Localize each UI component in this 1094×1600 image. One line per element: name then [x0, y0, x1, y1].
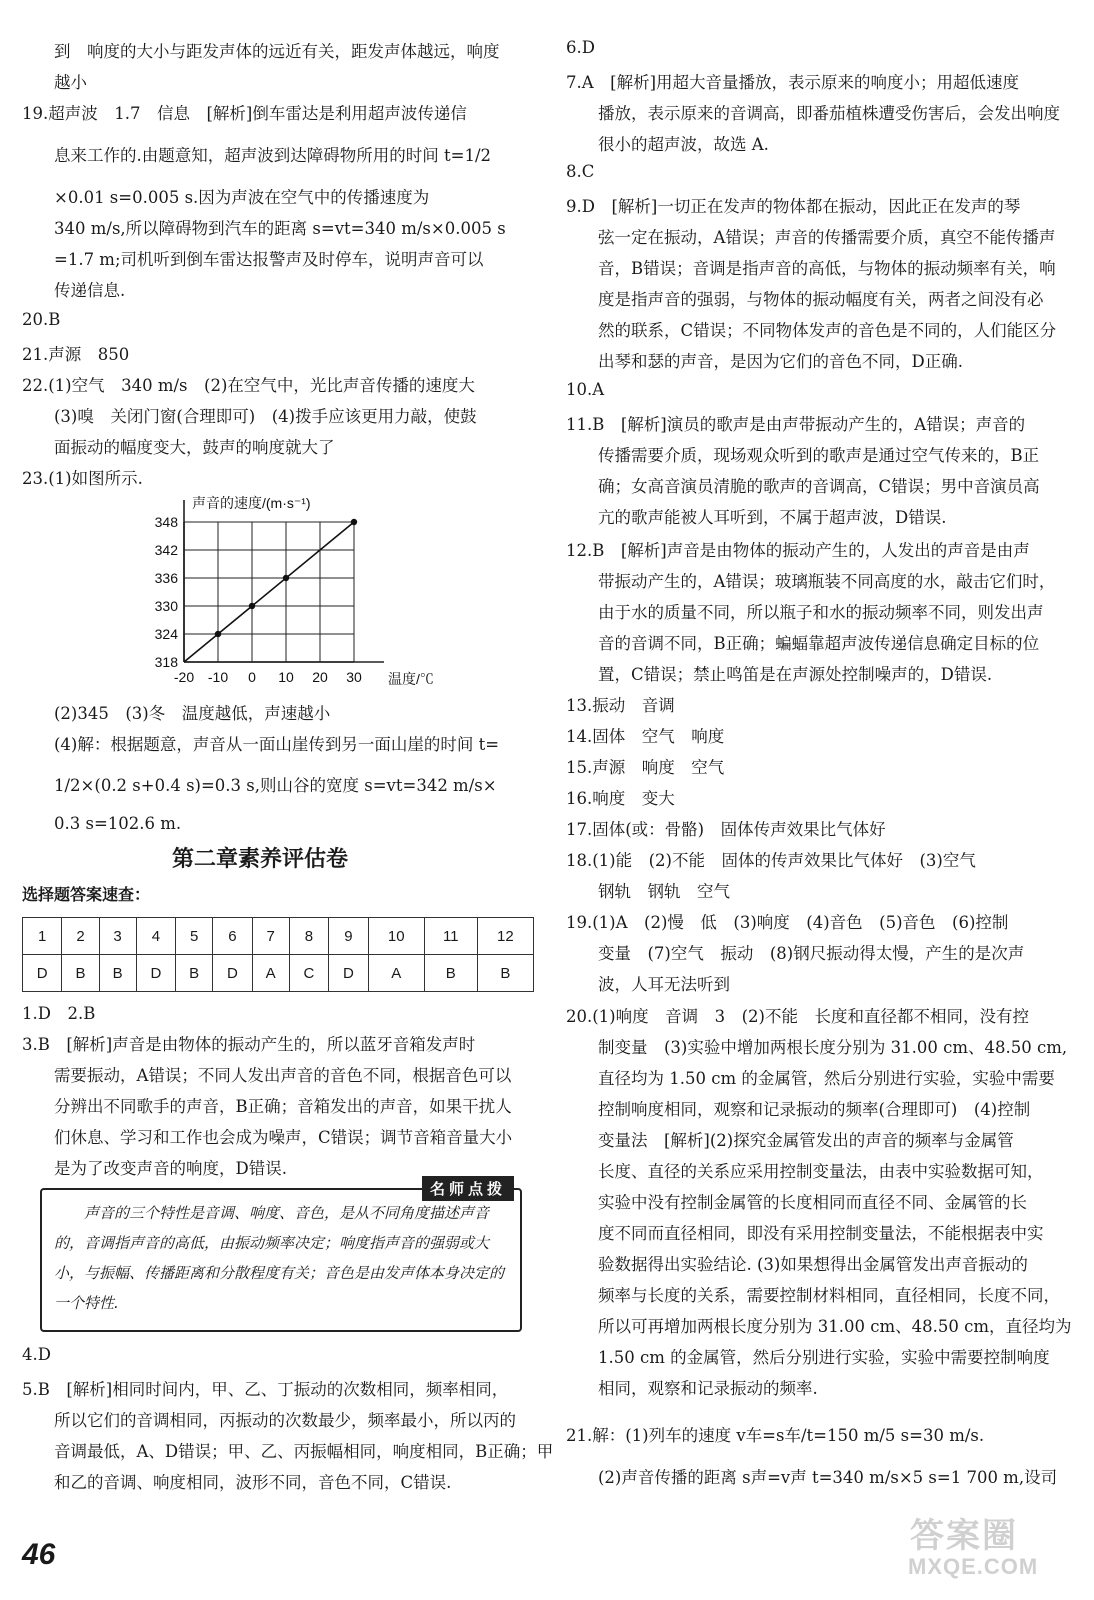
- y-tick-label: 336: [154, 570, 178, 586]
- table-cell: A: [368, 955, 424, 992]
- text-line: 确；女高音演员清脆的歌声的音调高，C错误；男中音演员高: [598, 477, 1040, 496]
- text-line: 弦一定在振动，A错误；声音的传播需要介质，真空不能传播声: [598, 228, 1056, 247]
- text-line: 频率与长度的关系，需要控制材料相同，直径相同，长度不同，: [598, 1286, 1060, 1305]
- table-cell: 6: [213, 918, 252, 955]
- text-line: 息来工作的.由题意知，超声波到达障碍物所用的时间 t=1/2: [54, 146, 492, 165]
- text-line: 置，C错误；禁止鸣笛是在声源处控制噪声的，D错误.: [598, 665, 993, 684]
- table-cell: B: [424, 955, 477, 992]
- table-cell: C: [289, 955, 328, 992]
- text-line: 需要振动，A错误；不同人发出声音的音色不同，根据音色可以: [54, 1066, 512, 1085]
- answer-13: 13.振动 音调: [566, 696, 675, 715]
- text-line: 分辨出不同歌手的声音，B正确；音箱发出的声音，如果干扰人: [54, 1097, 512, 1116]
- table-cell: 7: [252, 918, 289, 955]
- answer-8: 8.C: [566, 162, 595, 181]
- answer-22: 22.(1)空气 340 m/s (2)在空气中，光比声音传播的速度大: [22, 376, 475, 395]
- x-axis-label: 温度/℃: [388, 671, 434, 687]
- text-line: 相同，观察和记录振动的频率.: [598, 1379, 818, 1398]
- text-line: 很小的超声波，故选 A.: [598, 135, 769, 154]
- answer-23: 23.(1)如图所示.: [22, 469, 143, 488]
- answer-11: 11.B [解析]演员的歌声是由声带振动产生的，A错误；声音的: [566, 415, 1026, 434]
- table-cell: 5: [176, 918, 213, 955]
- table-cell: 4: [136, 918, 175, 955]
- answer-21: 21.声源 850: [22, 345, 130, 364]
- data-point: [351, 519, 357, 525]
- y-tick-label: 318: [154, 654, 178, 670]
- text-line: ×0.01 s=0.005 s.因为声波在空气中的传播速度为: [54, 188, 430, 207]
- page-number: 46: [22, 1538, 56, 1571]
- text-line: 所以它们的音调相同，丙振动的次数最少，频率最小，所以丙的: [54, 1411, 516, 1430]
- text-line: 带振动产生的，A错误；玻璃瓶装不同高度的水，敲击它们时，: [598, 572, 1056, 591]
- answer-16: 16.响度 变大: [566, 789, 675, 808]
- table-cell: 3: [99, 918, 136, 955]
- text-line: 验数据得出实验结论. (3)如果想得出金属管发出声音振动的: [598, 1255, 1028, 1274]
- answer-18: 18.(1)能 (2)不能 固体的传声效果比气体好 (3)空气: [566, 851, 976, 870]
- table-cell: 2: [62, 918, 99, 955]
- answer-4: 4.D: [22, 1345, 51, 1364]
- text-line: 由于水的质量不同，所以瓶子和水的振动频率不同，则发出声: [598, 603, 1044, 622]
- y-tick-label: 324: [154, 626, 178, 642]
- answer-20: 20.B: [22, 310, 61, 329]
- text-line: 控制响度相同，观察和记录振动的频率(合理即可) (4)控制: [598, 1100, 1031, 1119]
- answer-15: 15.声源 响度 空气: [566, 758, 725, 777]
- watermark-logo: 答案圈 MXQE.COM: [908, 1517, 1039, 1579]
- table-row: [23, 918, 534, 955]
- text-line: 和乙的音调、响度相同，波形不同，音色不同，C错误.: [54, 1473, 452, 1492]
- text-line: 1/2×(0.2 s+0.4 s)=0.3 s,则山谷的宽度 s=vt=342 m/s×: [54, 776, 497, 795]
- text-line: 出琴和瑟的声音，是因为它们的音色不同，D正确.: [598, 352, 963, 371]
- table-cell: B: [62, 955, 99, 992]
- text-line: 是为了改变声音的响度，D错误.: [54, 1159, 287, 1178]
- text-line: 长度、直径的关系应采用控制变量法，由表中实验数据可知，: [598, 1162, 1044, 1181]
- table-cell: D: [23, 955, 62, 992]
- x-tick-label: -10: [207, 669, 229, 685]
- text-line: 传递信息.: [54, 281, 126, 300]
- table-cell: B: [477, 955, 533, 992]
- text-line: 亢的歌声能被人耳听到，不属于超声波，D错误.: [598, 508, 947, 527]
- text-line: 变量 (7)空气 振动 (8)钢尺振动得太慢，产生的是次声: [598, 944, 1025, 963]
- table-cell: B: [99, 955, 136, 992]
- answer-17: 17.固体(或：骨骼) 固体传声效果比气体好: [566, 820, 886, 839]
- table-cell: 10: [368, 918, 424, 955]
- table-cell: D: [213, 955, 252, 992]
- answer-19: 19.超声波 1.7 信息 [解析]倒车雷达是利用超声波传递信: [22, 104, 467, 123]
- text-line: (4)解：根据题意，声音从一面山崖传到另一面山崖的时间 t=: [54, 735, 500, 754]
- text-line: =1.7 m;司机听到倒车雷达报警声及时停车，说明声音可以: [54, 250, 484, 269]
- answer-1-2: 1.D 2.B: [22, 1004, 96, 1023]
- chapter-title: 第二章素养评估卷: [172, 846, 349, 872]
- table-cell: 8: [289, 918, 328, 955]
- answer-5: 5.B [解析]相同时间内，甲、乙、丁振动的次数相同，频率相同，: [22, 1380, 509, 1399]
- text-line: 实验中没有控制金属管的长度相同而直径不同、金属管的长: [598, 1193, 1027, 1212]
- text-line: 所以可再增加两根长度分别为 31.00 cm、48.50 cm，直径均为: [598, 1317, 1072, 1336]
- tip-badge: 名师点拨: [422, 1176, 514, 1201]
- text-line: 越小: [54, 73, 87, 92]
- answer-21: 21.解：(1)列车的速度 v车=s车/t=150 m/5 s=30 m/s.: [566, 1426, 985, 1445]
- text-line: 度不同而直径相同，即没有采用控制变量法，不能根据表中实: [598, 1224, 1044, 1243]
- quick-check-title: 选择题答案速查：: [22, 885, 151, 904]
- answer-12: 12.B [解析]声音是由物体的振动产生的，人发出的声音是由声: [566, 541, 1030, 560]
- answer-9: 9.D [解析]一切正在发声的物体都在振动，因此正在发声的琴: [566, 197, 1021, 216]
- text-line: 面振动的幅度变大，鼓声的响度就大了: [54, 438, 335, 457]
- answer-3: 3.B [解析]声音是由物体的振动产生的，所以蓝牙音箱发声时: [22, 1035, 476, 1054]
- answer-14: 14.固体 空气 响度: [566, 727, 725, 746]
- text-line: 钢轨 钢轨 空气: [598, 882, 730, 901]
- series-line: [184, 522, 354, 662]
- text-line: 传播需要介质，现场观众听到的歌声是通过空气传来的，B正: [598, 446, 1040, 465]
- text-line: 音的音调不同，B正确；蝙蝠靠超声波传递信息确定目标的位: [598, 634, 1040, 653]
- text-line: (3)嗅 关闭门窗(合理即可) (4)拨手应该更用力敲，使鼓: [54, 407, 477, 426]
- table-cell: 11: [424, 918, 477, 955]
- table-cell: D: [329, 955, 368, 992]
- chart-ticks: [155, 514, 362, 685]
- y-tick-label: 330: [154, 598, 178, 614]
- table-cell: B: [176, 955, 213, 992]
- text-line: 然的联系，C错误；不同物体发声的音色是不同的，人们能区分: [598, 321, 1057, 340]
- table-cell: A: [252, 955, 289, 992]
- text-line: 音，B错误；音调是指声音的高低，与物体的振动频率有关，响: [598, 259, 1056, 278]
- speed-temperature-chart: [142, 478, 452, 690]
- y-axis-label: 声音的速度/(m·s⁻¹): [192, 495, 311, 511]
- text-line: 直径均为 1.50 cm 的金属管，然后分别进行实验，实验中需要: [598, 1069, 1055, 1088]
- text-line: 340 m/s,所以障碍物到汽车的距离 s=vt=340 m/s×0.005 s: [54, 219, 506, 238]
- text-line: 们休息、学习和工作也会成为噪声，C错误；调节音箱音量大小: [54, 1128, 513, 1147]
- table-row: [23, 955, 534, 992]
- x-tick-label: -20: [173, 669, 195, 685]
- text-line: 播放，表示原来的音调高，即番茄植株遭受伤害后，会发出响度: [598, 104, 1060, 123]
- answer-7: 7.A [解析]用超大音量播放，表示原来的响度小；用超低速度: [566, 73, 1020, 92]
- answer-6: 6.D: [566, 38, 595, 57]
- answer-table: [22, 917, 534, 992]
- data-point: [283, 575, 289, 581]
- tip-text: 声音的三个特性是音调、响度、音色，是从不同角度描述声音的，音调指声音的高低，由振动频率决定；响度指声音的强弱或大小，与振幅、传播距离和分散程度有关；音色是由发声体本身决定的一个特性.: [54, 1204, 505, 1312]
- answer-10: 10.A: [566, 380, 605, 399]
- y-tick-label: 348: [154, 514, 178, 530]
- chart-plot: [184, 519, 357, 662]
- x-tick-label: 10: [278, 669, 294, 685]
- text-line: 制变量 (3)实验中增加两根长度分别为 31.00 cm、48.50 cm,: [598, 1038, 1068, 1057]
- text-line: 到 响度的大小与距发声体的远近有关，距发声体越远，响度: [54, 42, 500, 61]
- answer-19: 19.(1)A (2)慢 低 (3)响度 (4)音色 (5)音色 (6)控制: [566, 913, 1009, 932]
- text-line: (2)345 (3)冬 温度越低，声速越小: [54, 704, 331, 723]
- x-tick-label: 20: [312, 669, 328, 685]
- text-line: 音调最低，A、D错误；甲、乙、丙振幅相同，响度相同，B正确；甲: [54, 1442, 554, 1461]
- data-point: [215, 631, 221, 637]
- y-tick-label: 342: [154, 542, 178, 558]
- table-cell: 12: [477, 918, 533, 955]
- answer-20: 20.(1)响度 音调 3 (2)不能 长度和直径都不相同，没有控: [566, 1007, 1029, 1026]
- x-tick-label: 0: [248, 669, 256, 685]
- text-line: 度是指声音的强弱，与物体的振动幅度有关，两者之间没有必: [598, 290, 1044, 309]
- data-point: [249, 603, 255, 609]
- text-line: 变量法 [解析](2)探究金属管发出的声音的频率与金属管: [598, 1131, 1014, 1150]
- text-line: (2)声音传播的距离 s声=v声 t=340 m/s×5 s=1 700 m,设司: [598, 1468, 1058, 1487]
- teacher-tip-box: [40, 1180, 522, 1332]
- table-cell: 1: [23, 918, 62, 955]
- table-cell: D: [136, 955, 175, 992]
- text-line: 1.50 cm 的金属管，然后分别进行实验，实验中需要控制响度: [598, 1348, 1050, 1367]
- text-line: 波，人耳无法听到: [598, 975, 730, 994]
- table-cell: 9: [329, 918, 368, 955]
- text-line: 0.3 s=102.6 m.: [54, 814, 182, 833]
- x-tick-label: 30: [346, 669, 362, 685]
